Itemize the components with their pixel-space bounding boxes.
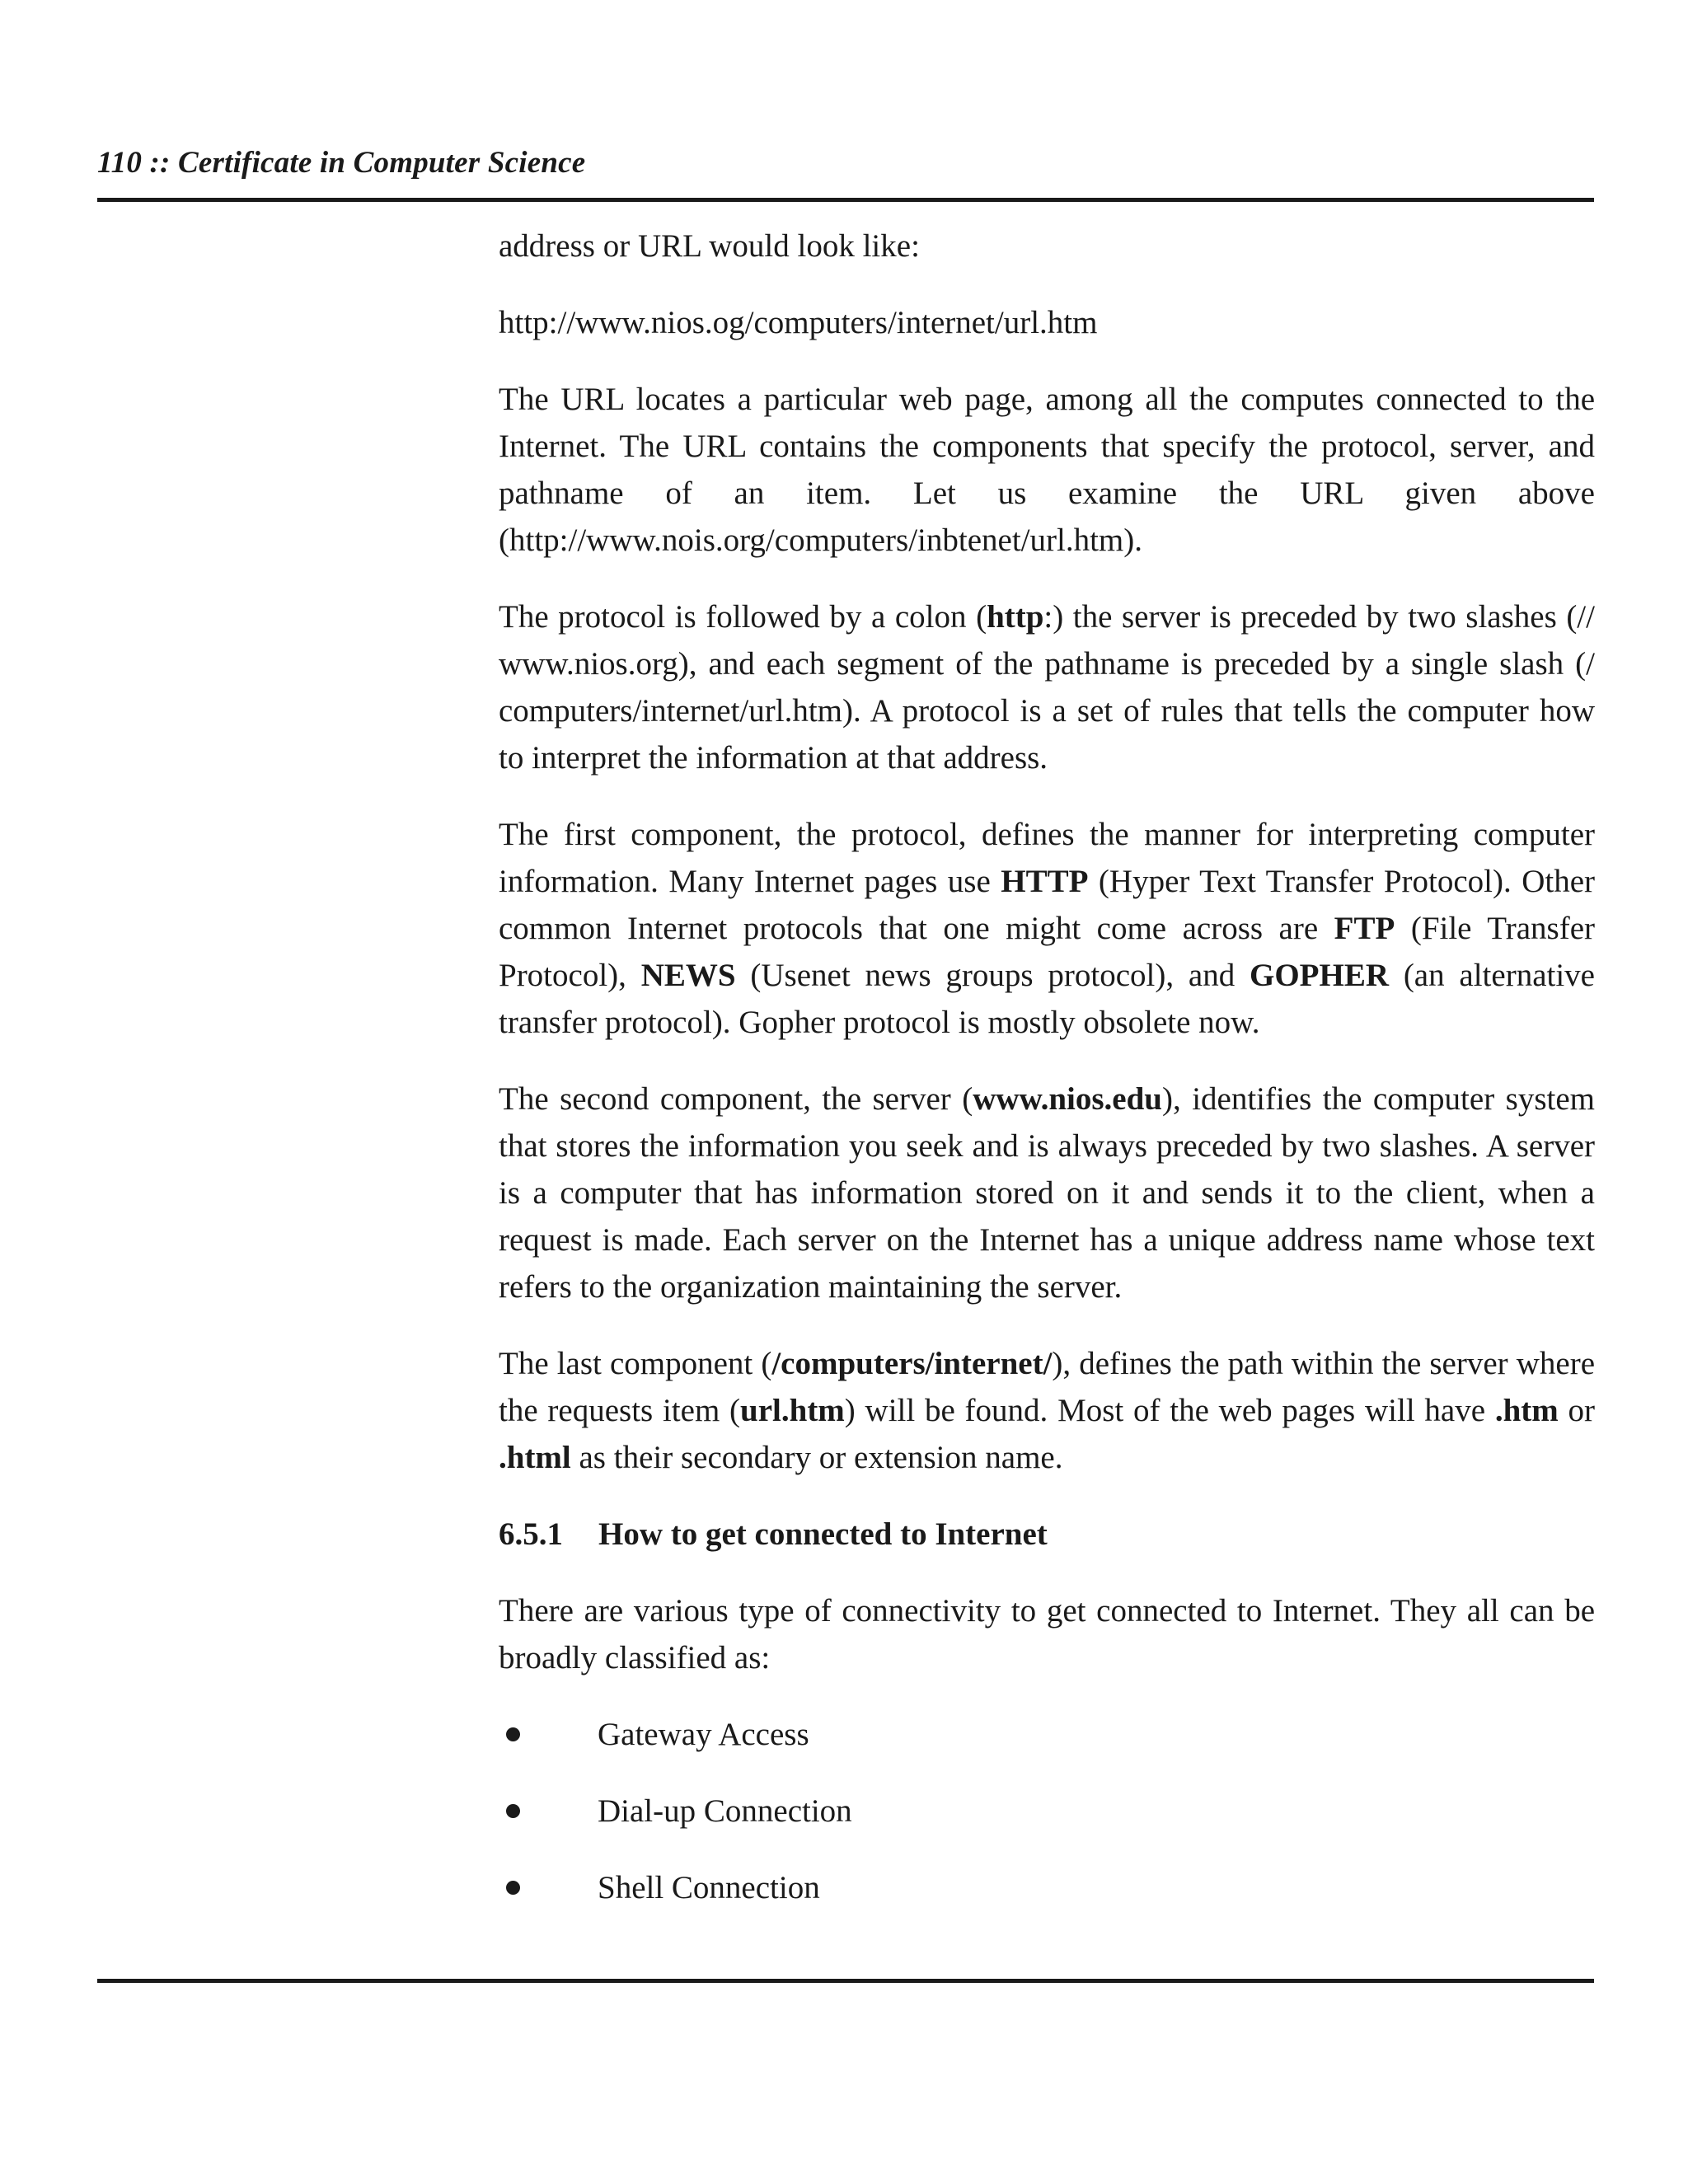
text-run: The first component, the protocol, defines the manner for interpreting computer information. Many Internet pages use bbox=[499, 817, 1595, 899]
footer-rule bbox=[97, 1979, 1594, 1983]
bold-term: .html bbox=[499, 1440, 571, 1475]
text-run: ) will be found. Most of the web pages will have bbox=[844, 1393, 1495, 1428]
list-item-label: Shell Connection bbox=[598, 1870, 820, 1905]
page-content bbox=[499, 223, 1595, 1941]
section-title: How to get connected to Internet bbox=[598, 1516, 1048, 1552]
text-run: ), defines the path within the server where the requests item ( bbox=[499, 1346, 1595, 1428]
text-run: as their secondary or extension name. bbox=[570, 1440, 1063, 1475]
text-run: The protocol is followed by a colon ( bbox=[499, 599, 987, 635]
bold-term: GOPHER bbox=[1250, 958, 1390, 993]
list-item-label: Gateway Access bbox=[598, 1717, 809, 1752]
text-run: (File Transfer Protocol), bbox=[499, 911, 1595, 993]
bullet-icon bbox=[506, 1727, 520, 1741]
paragraph-url-example: http://www.nios.og/computers/internet/url.htm bbox=[499, 305, 1098, 340]
header-rule bbox=[97, 198, 1594, 202]
bold-term: /computers/internet/ bbox=[771, 1346, 1053, 1381]
running-header: 110 :: Certificate in Computer Science bbox=[97, 146, 586, 180]
text-run: The second component, the server ( bbox=[499, 1081, 973, 1117]
text-run: (Hyper Text Transfer Protocol). Other common Internet protocols that one might come across are bbox=[499, 864, 1595, 946]
text-run: or bbox=[1558, 1393, 1595, 1428]
section-heading bbox=[499, 1511, 1595, 1558]
list-item bbox=[499, 1864, 1595, 1911]
list-item bbox=[499, 1788, 1595, 1835]
bullet-icon bbox=[506, 1881, 520, 1895]
paragraph-url-intro: address or URL would look like: bbox=[499, 228, 920, 264]
bold-term: FTP bbox=[1334, 911, 1395, 946]
paragraph-url-locates: The URL locates a particular web page, among all the computes connected to the Internet. The URL contains the components that specify the protocol, server, and pathname of an item. Let us examine the URL given above (http://www.nois.org/computers/inbtenet/url.htm). bbox=[499, 382, 1595, 558]
paragraph-first-component bbox=[499, 811, 1595, 1046]
text-run: (an alternative transfer protocol). Gopher protocol is mostly obsolete now. bbox=[499, 958, 1595, 1040]
connection-type-list bbox=[499, 1711, 1595, 1911]
list-item-label: Dial-up Connection bbox=[598, 1793, 852, 1829]
bold-term: url.htm bbox=[740, 1393, 845, 1428]
paragraph-connectivity: There are various type of connectivity to get connected to Internet. They all can be broadly classified as: bbox=[499, 1593, 1595, 1675]
text-run: :) the server is preceded by two slashes (// www.nios.org), and each segment of the pathname is preceded by a single slash (/ computers/internet/url.htm). A protocol is a set of rules that tells the computer how to interpret the information at that address. bbox=[499, 599, 1595, 776]
paragraph-second-component bbox=[499, 1076, 1595, 1310]
bullet-icon bbox=[506, 1804, 520, 1818]
text-run: (Usenet news groups protocol), and bbox=[735, 958, 1250, 993]
list-item bbox=[499, 1711, 1595, 1758]
bold-term: www.nios.edu bbox=[973, 1081, 1162, 1117]
bold-term: .htm bbox=[1494, 1393, 1559, 1428]
bold-term: NEWS bbox=[640, 958, 736, 993]
section-number: 6.5.1 bbox=[499, 1516, 563, 1552]
text-run: ), identifies the computer system that stores the information you seek and is always preceded by two slashes. A server is a computer that has information stored on it and sends it to the client, when a request is made. Each server on the Internet has a unique address name whose text refers to the organization maintaining the server. bbox=[499, 1081, 1595, 1305]
text-run: The last component ( bbox=[499, 1346, 772, 1381]
bold-term: http bbox=[987, 599, 1044, 635]
paragraph-last-component bbox=[499, 1340, 1595, 1481]
paragraph-protocol-colon bbox=[499, 593, 1595, 781]
bold-term: HTTP bbox=[1001, 864, 1089, 899]
